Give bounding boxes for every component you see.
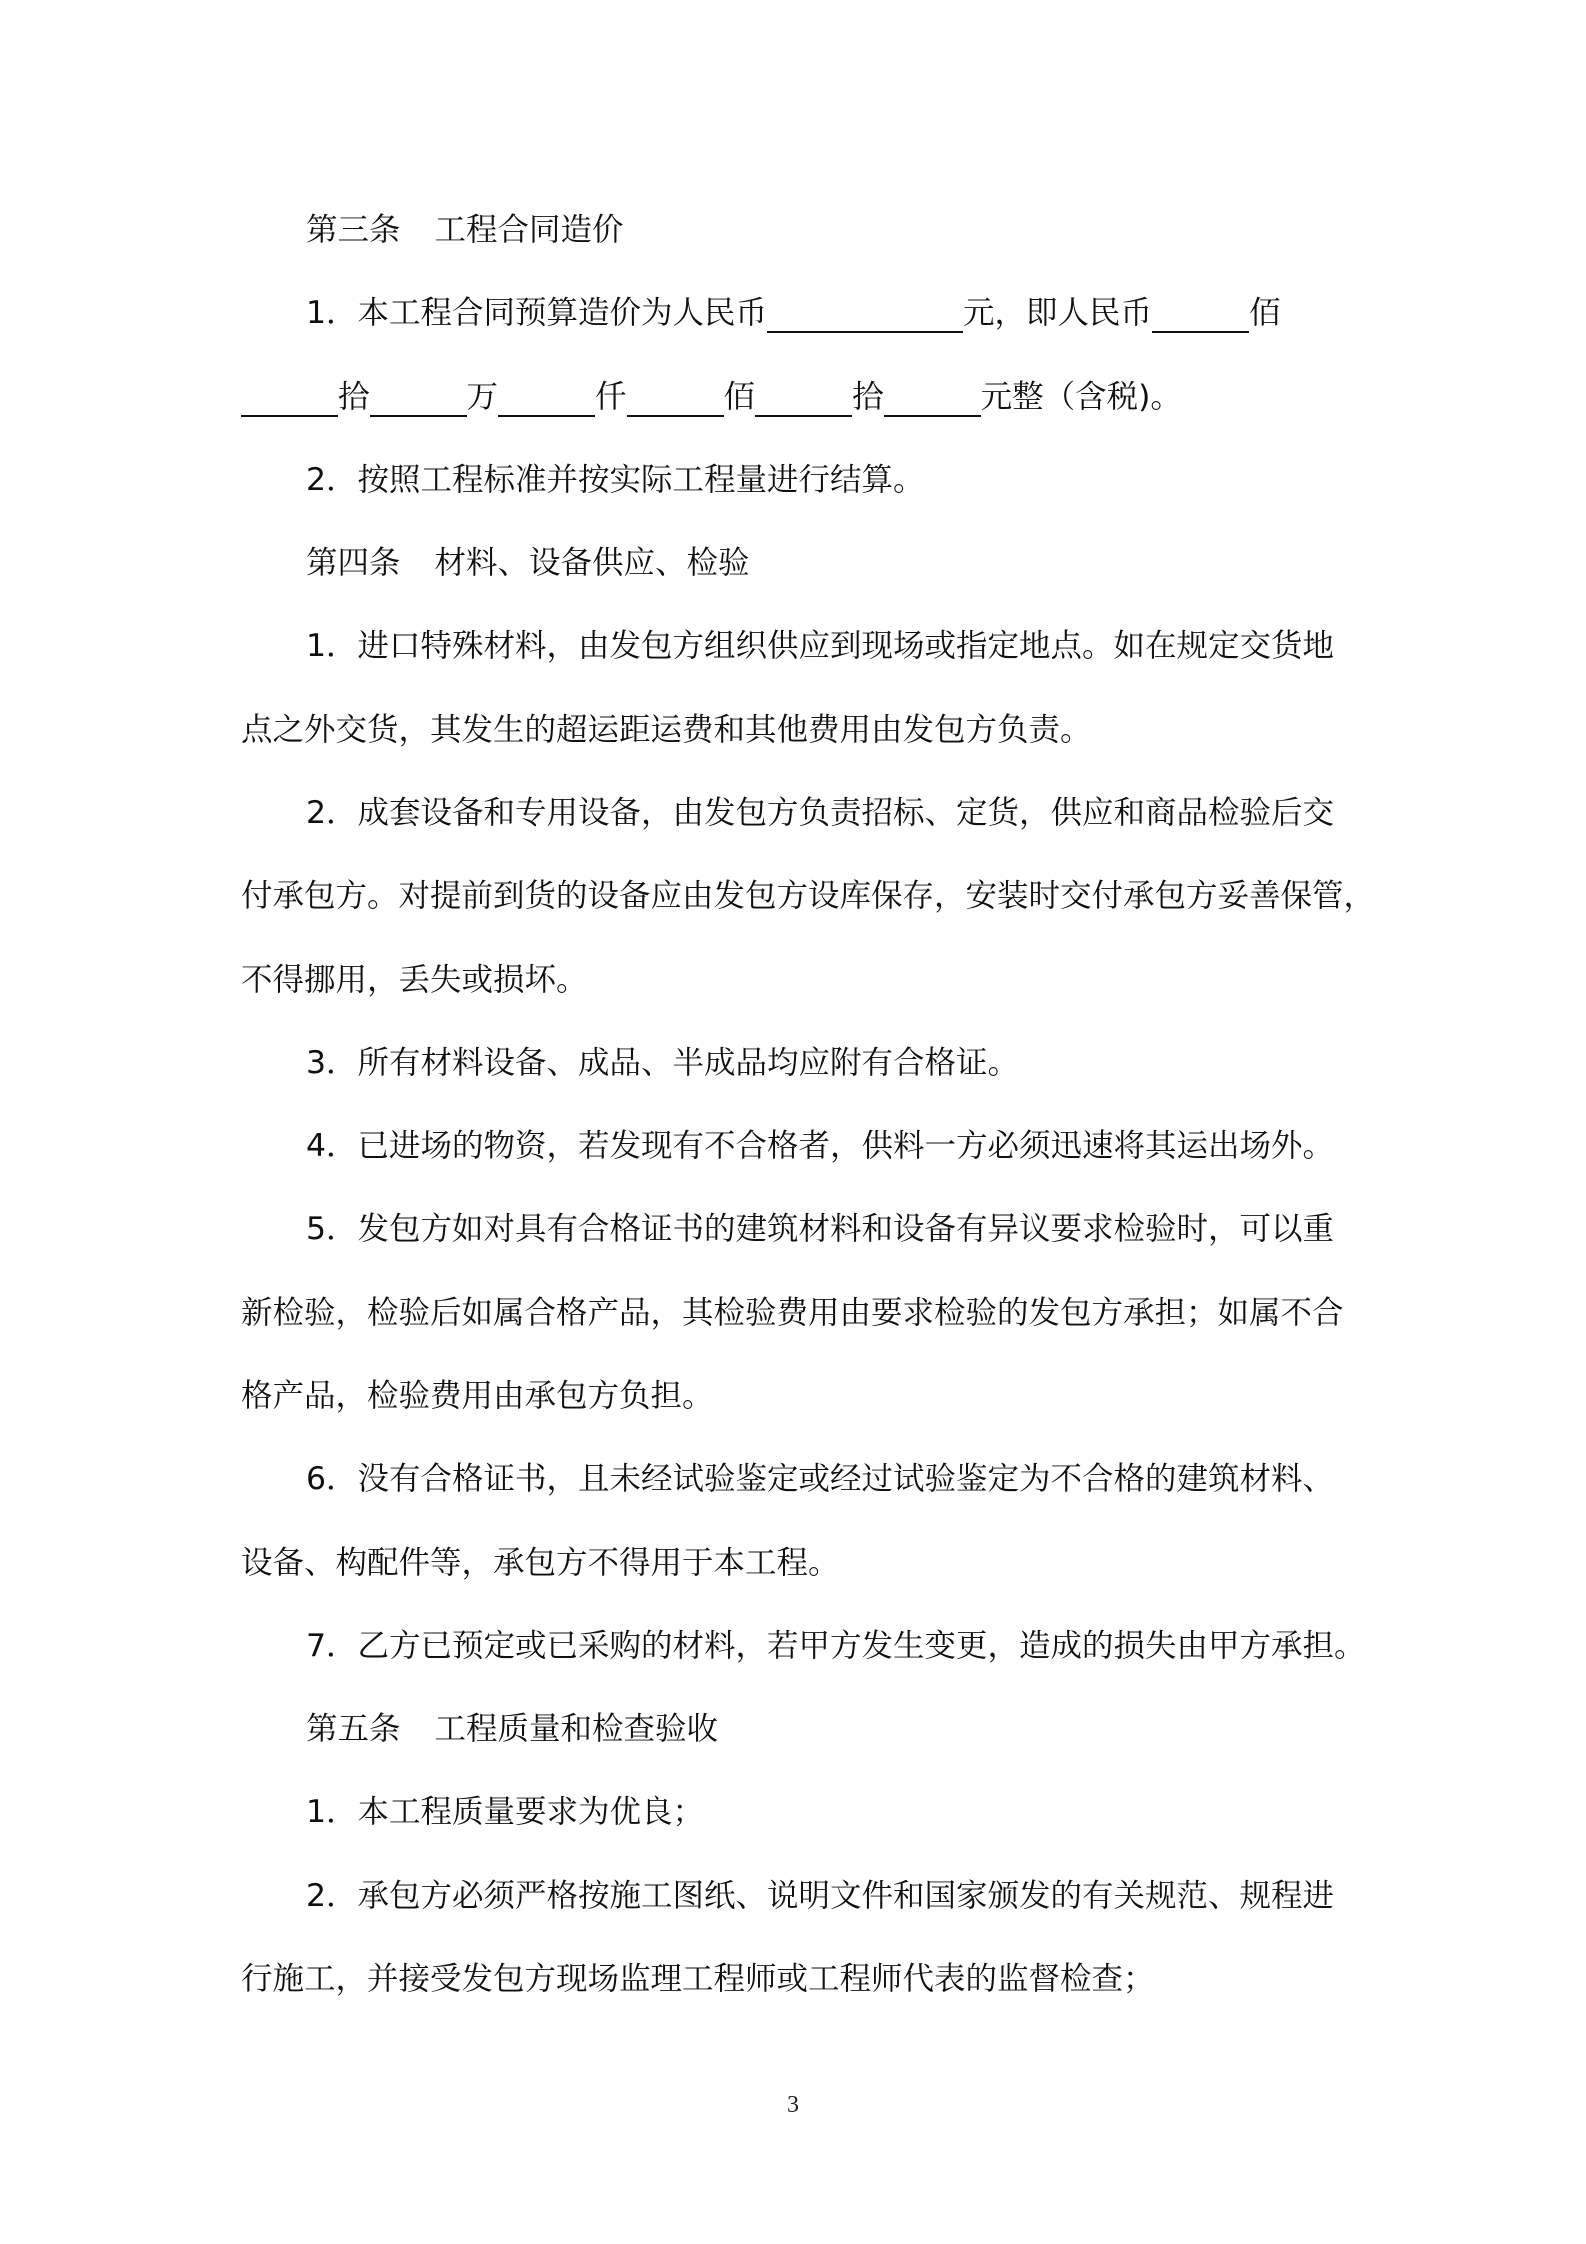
article-5-heading: [0, 1709, 1586, 1749]
article-5-clause-1: 1．本工程质量要求为优良；: [306, 1794, 705, 1830]
article-4-title: 材料、设备供应、检验: [434, 545, 750, 581]
article-4-clause-2-line-2: 付承包方。对提前到货的设备应由发包方设库保存，安装时交付承包方妥善保管，: [241, 878, 1376, 914]
article-5-number: 第五条: [306, 1711, 401, 1747]
unit-label: 拾: [852, 379, 884, 415]
clause-text: 元整（含税)。: [980, 379, 1182, 415]
article-4-heading: [0, 543, 1586, 583]
article-4-clause-1-line-2: 点之外交货，其发生的超运距运费和其他费用由发包方负责。: [241, 712, 1092, 748]
article-4-number: 第四条: [306, 545, 401, 581]
article-4-clause-7: 7．乙方已预定或已采购的材料，若甲方发生变更，造成的损失由甲方承担。: [306, 1628, 1366, 1664]
unit-label: 拾: [338, 379, 370, 415]
amount-blank: [755, 381, 852, 417]
article-4-clause-4: 4．已进场的物资，若发现有不合格者，供料一方必须迅速将其运出场外。: [306, 1128, 1335, 1164]
article-4-clause-1-line-1: 1．进口特殊材料，由发包方组织供应到现场或指定地点。如在规定交货地: [306, 628, 1335, 664]
article-4-clause-5-line-3: 格产品，检验费用由承包方负担。: [241, 1378, 714, 1414]
unit-label: 佰: [1249, 295, 1281, 331]
amount-blank: [627, 381, 724, 417]
article-3-heading: [0, 210, 1586, 250]
article-5-title: 工程质量和检查验收: [434, 1711, 719, 1747]
article-3-number: 第三条: [306, 212, 401, 248]
article-4-clause-5-line-1: 5．发包方如对具有合格证书的建筑材料和设备有异议要求检验时，可以重: [306, 1211, 1335, 1247]
amount-blank: [1152, 297, 1249, 333]
article-3-clause-1-line-1: [0, 293, 1586, 333]
article-5-clause-2-line-1: 2．承包方必须严格按施工图纸、说明文件和国家颁发的有关规范、规程进: [306, 1878, 1335, 1914]
article-3-clause-2: 2．按照工程标准并按实际工程量进行结算。: [306, 462, 925, 498]
unit-label: 仟: [595, 379, 627, 415]
page-number: 3: [787, 2092, 799, 2118]
amount-blank: [241, 381, 338, 417]
amount-blank: [767, 297, 963, 333]
amount-blank: [884, 381, 981, 417]
article-3-clause-1-line-2: [0, 377, 1586, 417]
article-4-clause-2-line-3: 不得挪用，丢失或损坏。: [241, 962, 588, 998]
article-4-clause-5-line-2: 新检验，检验后如属合格产品，其检验费用由要求检验的发包方承担；如属不合: [241, 1295, 1344, 1331]
article-4-clause-2-line-1: 2．成套设备和专用设备，由发包方负责招标、定货，供应和商品检验后交: [306, 795, 1335, 831]
unit-label: 万: [466, 379, 499, 415]
clause-text: 元，即人民币: [963, 295, 1153, 331]
article-4-clause-6-line-2: 设备、构配件等，承包方不得用于本工程。: [241, 1545, 840, 1581]
article-4-clause-6-line-1: 6．没有合格证书，且未经试验鉴定或经过试验鉴定为不合格的建筑材料、: [306, 1461, 1335, 1497]
unit-label: 佰: [723, 379, 756, 415]
article-4-clause-3: 3．所有材料设备、成品、半成品均应附有合格证。: [306, 1045, 1020, 1081]
amount-blank: [370, 381, 467, 417]
article-5-clause-2-line-2: 行施工，并接受发包方现场监理工程师或工程师代表的监督检查；: [241, 1961, 1155, 1997]
article-3-title: 工程合同造价: [434, 212, 624, 248]
clause-text: 1．本工程合同预算造价为人民币: [306, 295, 768, 331]
amount-blank: [498, 381, 595, 417]
